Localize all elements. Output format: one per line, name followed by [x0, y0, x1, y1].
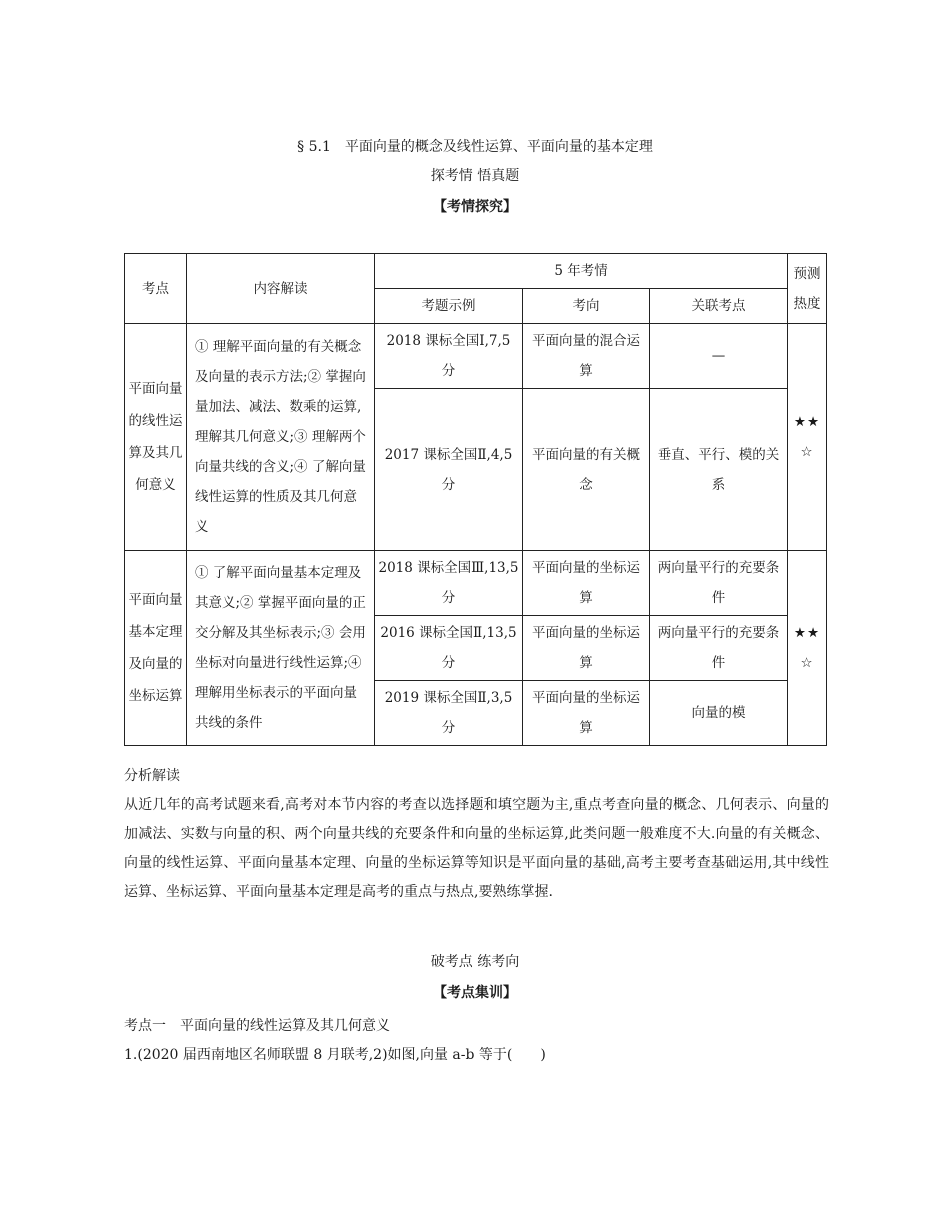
- section-subtitle: 探考情 悟真题: [430, 168, 520, 184]
- table-header-row: [125, 254, 827, 289]
- header-content: 内容解读: [187, 254, 375, 324]
- related-cell: 两向量平行的充要条件: [650, 551, 788, 616]
- exam-analysis-table: [124, 253, 827, 746]
- direction-cell: 平面向量的混合运算: [523, 324, 650, 389]
- table-row: [125, 324, 827, 389]
- section-label: 【考情探究】: [433, 199, 517, 215]
- direction-cell: 平面向量的坐标运算: [523, 551, 650, 616]
- header-five-year: 5 年考情: [375, 254, 788, 289]
- heat-rating: ★★☆: [788, 551, 827, 746]
- page-title: § 5.1 平面向量的概念及线性运算、平面向量的基本定理: [297, 139, 653, 155]
- heat-rating: ★★☆: [788, 324, 827, 551]
- direction-cell: 平面向量的坐标运算: [523, 616, 650, 681]
- point-title: 考点一 平面向量的线性运算及其几何意义: [124, 1018, 390, 1034]
- practice-section-label: 【考点集训】: [433, 985, 517, 1001]
- analysis-paragraph: 从近几年的高考试题来看,高考对本节内容的考查以选择题和填空题为主,重点考查向量的概念、几何表示、向量的加减法、实数与向量的积、两个向量共线的充要条件和向量的坐标运算,此类问题一般难度不大.向量的有关概念、向量的线性运算、平面向量基本定理、向量的坐标运算等知识是平面向量的基础,高考主要考查基础运用,其中线性运算、坐标运算、平面向量基本定理是高考的重点与热点,要熟练掌握.: [124, 797, 829, 900]
- header-direction: 考向: [523, 289, 650, 324]
- header-forecast-line2: 热度: [793, 295, 821, 312]
- topic-cell: 平面向量基本定理及向量的坐标运算: [125, 551, 187, 746]
- example-cell: 2018 课标全国Ⅲ,13,5 分: [375, 551, 523, 616]
- related-cell: 两向量平行的充要条件: [650, 616, 788, 681]
- direction-cell: 平面向量的坐标运算: [523, 681, 650, 746]
- practice-heading: 破考点 练考向: [430, 954, 520, 970]
- topic-cell: 平面向量的线性运算及其几何意义: [125, 324, 187, 551]
- related-cell: 垂直、平行、模的关系: [650, 389, 788, 551]
- example-cell: 2019 课标全国Ⅱ,3,5 分: [375, 681, 523, 746]
- header-related: 关联考点: [650, 289, 788, 324]
- content-cell: ① 理解平面向量的有关概念及向量的表示方法;② 掌握向量加法、减法、数乘的运算,理解其几何意义;③ 理解两个向量共线的含义;④ 了解向量线性运算的性质及其几何意义: [187, 324, 375, 551]
- related-cell: —: [650, 324, 788, 389]
- header-forecast: [788, 254, 827, 324]
- header-forecast-line1: 预测: [793, 265, 821, 282]
- example-cell: 2017 课标全国Ⅱ,4,5 分: [375, 389, 523, 551]
- content-cell: ① 了解平面向量基本定理及其意义;② 掌握平面向量的正交分解及其坐标表示;③ 会用坐标对向量进行线性运算;④ 理解用坐标表示的平面向量共线的条件: [187, 551, 375, 746]
- example-cell: 2018 课标全国Ⅰ,7,5 分: [375, 324, 523, 389]
- example-cell: 2016 课标全国Ⅱ,13,5 分: [375, 616, 523, 681]
- analysis-heading: 分析解读: [124, 768, 180, 784]
- related-cell: 向量的模: [650, 681, 788, 746]
- header-topic: 考点: [125, 254, 187, 324]
- header-example: 考题示例: [375, 289, 523, 324]
- table-row: [125, 551, 827, 616]
- question-1: 1.(2020 届西南地区名师联盟 8 月联考,2)如图,向量 a-b 等于( ): [124, 1047, 546, 1063]
- direction-cell: 平面向量的有关概念: [523, 389, 650, 551]
